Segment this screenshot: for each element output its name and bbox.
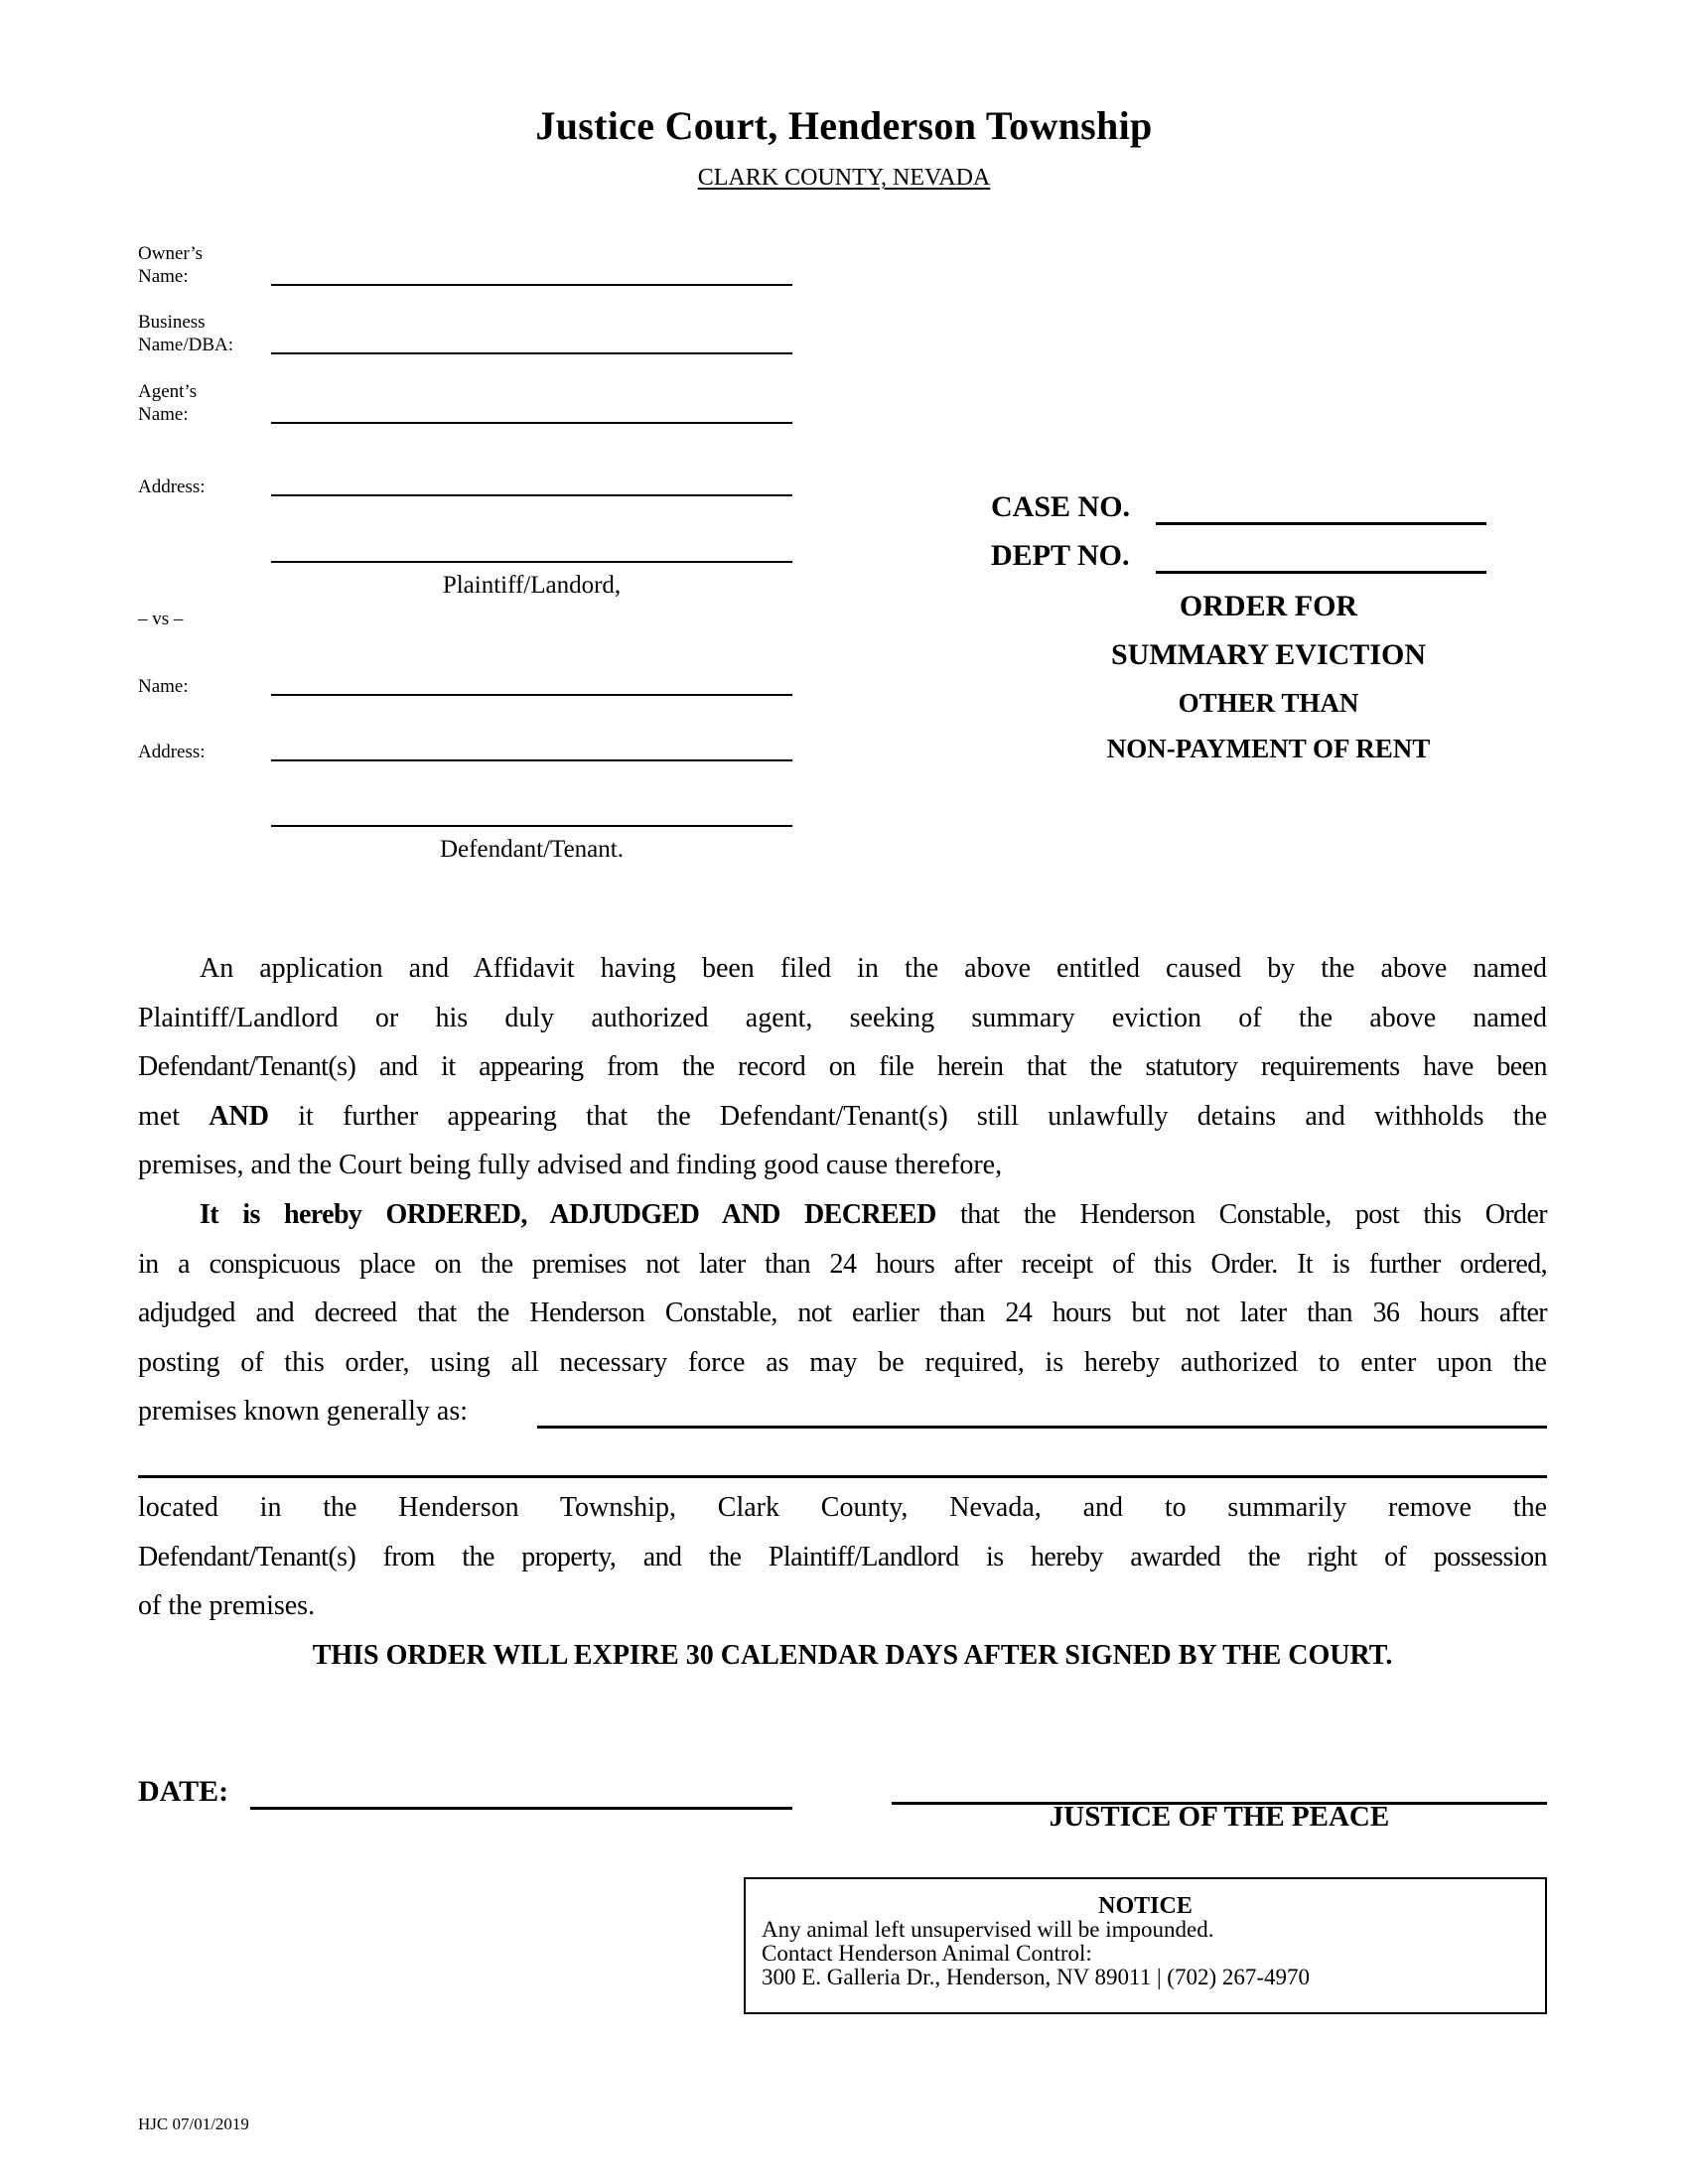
body-line: Defendant/Tenant(s) and it appearing from the record on file herein that the statutory requirements have been xyxy=(138,1051,1547,1083)
date-field[interactable] xyxy=(250,1807,792,1810)
order-title-line4: NON-PAYMENT OF RENT xyxy=(1106,734,1431,763)
notice-line3: 300 E. Galleria Dr., Henderson, NV 89011 | (702) 267-4970 xyxy=(762,1965,1311,1989)
body-line: located in the Henderson Township, Clark County, Nevada, and to summarily remove the xyxy=(138,1492,1547,1523)
date-label: DATE: xyxy=(138,1775,229,1808)
form-id: HJC 07/01/2019 xyxy=(138,2115,249,2133)
owners-label-line2: Name: xyxy=(138,266,189,287)
body-line: posting of this order, using all necessary force as may be required, is hereby authorized to enter upon the xyxy=(138,1346,1547,1378)
body-line: Defendant/Tenant(s) from the property, and the Plaintiff/Landlord is hereby awarded the right of possession xyxy=(138,1541,1547,1572)
plaintiff-address-label: Address: xyxy=(138,477,206,497)
versus-label: – vs – xyxy=(138,609,184,629)
body-line xyxy=(138,1092,1547,1142)
order-title-line2: SUMMARY EVICTION xyxy=(1110,638,1426,671)
owners-label-line1: Owner’s xyxy=(138,243,204,264)
order-body xyxy=(138,944,1547,1436)
court-title: Justice Court, Henderson Township xyxy=(535,103,1153,148)
business-name-field[interactable] xyxy=(271,352,792,354)
premises-field-1[interactable] xyxy=(537,1426,1547,1429)
plaintiff-address-field-1[interactable] xyxy=(271,494,792,496)
county-subtitle xyxy=(0,165,1688,192)
body-line: Plaintiff/Landlord or his duly authorized agent, seeking summary eviction of the above named xyxy=(138,1002,1547,1033)
agent-label-line1: Agent’s xyxy=(138,381,198,402)
plaintiff-address-field-2[interactable] xyxy=(271,561,792,563)
dept-no-label: DEPT NO. xyxy=(991,539,1130,572)
body-text: it further appearing that the Defendant/Tenant(s) still unlawfully detains and withholds the xyxy=(298,1100,1548,1132)
body-text: that the Henderson Constable, post this Order xyxy=(960,1198,1547,1230)
business-label-line2: Name/DBA: xyxy=(138,335,234,355)
owners-name-field[interactable] xyxy=(271,284,792,286)
agents-name-field[interactable] xyxy=(271,422,792,424)
agents-name-label xyxy=(138,380,197,426)
body-line xyxy=(138,1190,1547,1240)
defendant-caption: Defendant/Tenant. xyxy=(440,836,624,863)
animal-notice-box xyxy=(744,1877,1547,2014)
business-label-line1: Business xyxy=(138,312,206,333)
county-text: CLARK COUNTY, NEVADA xyxy=(697,165,991,191)
business-name-label xyxy=(138,311,233,356)
order-body-continued xyxy=(138,1483,1547,1631)
defendant-address-label: Address: xyxy=(138,742,206,762)
case-no-field[interactable] xyxy=(1156,522,1486,525)
justice-of-the-peace-label: JUSTICE OF THE PEACE xyxy=(1049,1801,1390,1833)
case-no-label: CASE NO. xyxy=(991,490,1131,523)
body-line: adjudged and decreed that the Henderson Constable, not earlier than 24 hours but not later than 36 hours after xyxy=(138,1297,1547,1329)
plaintiff-caption: Plaintiff/Landord, xyxy=(442,572,622,599)
notice-line2: Contact Henderson Animal Control: xyxy=(762,1941,1092,1966)
defendant-name-field[interactable] xyxy=(271,694,792,696)
body-line: in a conspicuous place on the premises not later than 24 hours after receipt of this Order. It is further ordered, xyxy=(138,1248,1547,1280)
body-line: premises, and the Court being fully advised and finding good cause therefore, xyxy=(138,1150,1003,1181)
owners-name-label xyxy=(138,242,203,288)
expiration-notice: THIS ORDER WILL EXPIRE 30 CALENDAR DAYS AFTER SIGNED BY THE COURT. xyxy=(312,1640,1393,1671)
order-title-line3: OTHER THAN xyxy=(1178,688,1359,718)
body-line: premises known generally as: xyxy=(138,1396,469,1428)
body-text: met xyxy=(138,1100,180,1132)
defendant-name-label: Name: xyxy=(138,676,189,697)
ordered-bold-text: It is hereby ORDERED, ADJUDGED AND DECREED xyxy=(200,1198,936,1230)
premises-field-2[interactable] xyxy=(138,1475,1547,1478)
notice-line1: Any animal left unsupervised will be impounded. xyxy=(762,1917,1214,1942)
order-title-line1: ORDER FOR xyxy=(1179,590,1358,622)
notice-title: NOTICE xyxy=(1098,1893,1193,1919)
body-line: of the premises. xyxy=(138,1590,316,1622)
body-line: An application and Affidavit having been filed in the above entitled caused by the above named xyxy=(200,953,1547,984)
dept-no-field[interactable] xyxy=(1156,571,1486,574)
body-bold-text: AND xyxy=(209,1100,269,1132)
defendant-address-field-1[interactable] xyxy=(271,759,792,761)
defendant-address-field-2[interactable] xyxy=(271,825,792,827)
agent-label-line2: Name: xyxy=(138,404,189,425)
